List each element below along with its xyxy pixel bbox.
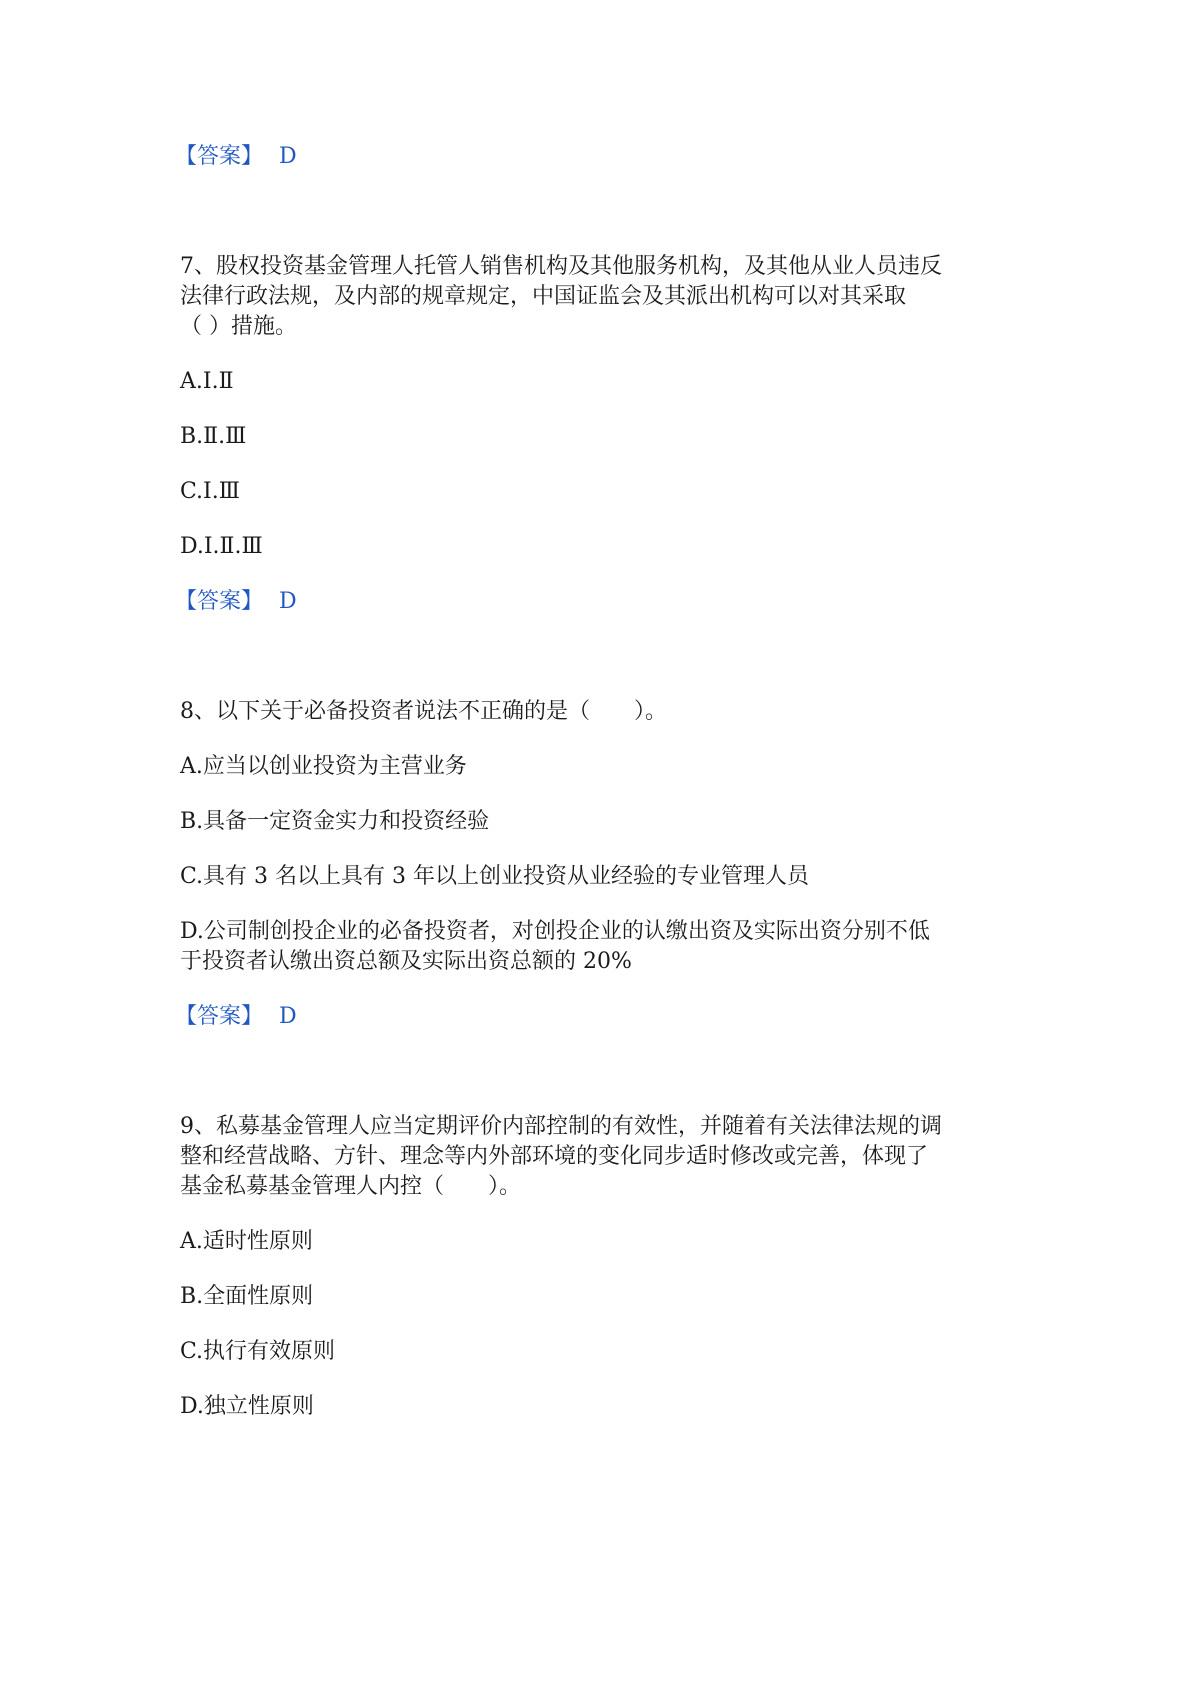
q7-stem-line-1: 7、股权投资基金管理人托管人销售机构及其他服务机构，及其他从业人员违反	[180, 254, 942, 279]
q7-option-b: B.Ⅱ.Ⅲ	[180, 424, 247, 449]
q7-option-d: D.Ⅰ.Ⅱ.Ⅲ	[180, 534, 263, 559]
answer-label: 【答案】	[175, 589, 264, 614]
q8-option-a: A.应当以创业投资为主营业务	[180, 754, 467, 779]
q8-option-d-line-1: D.公司制创投企业的必备投资者，对创投企业的认缴出资及实际出资分别不低	[180, 919, 930, 944]
q7-option-a: A.Ⅰ.Ⅱ	[180, 369, 234, 394]
q9-option-b: B.全面性原则	[180, 1284, 314, 1309]
answer-line	[175, 1002, 297, 1032]
q9-stem-line-2: 整和经营战略、方针、理念等内外部环境的变化同步适时修改或完善，体现了	[180, 1144, 929, 1169]
answer-value: D	[279, 589, 297, 614]
q7-option-c: C.Ⅰ.Ⅲ	[180, 479, 240, 504]
answer-value: D	[279, 1004, 297, 1029]
q9-option-d: D.独立性原则	[180, 1394, 314, 1419]
answer-line	[175, 587, 297, 617]
q7-stem-line-2: 法律行政法规，及内部的规章规定，中国证监会及其派出机构可以对其采取	[180, 284, 907, 309]
q8-option-d-line-2: 于投资者认缴出资总额及实际出资总额的 20%	[180, 949, 632, 974]
answer-value: D	[279, 144, 297, 169]
q9-stem-line-1: 9、私募基金管理人应当定期评价内部控制的有效性，并随着有关法律法规的调	[180, 1114, 942, 1139]
answer-label: 【答案】	[175, 1004, 264, 1029]
q9-option-a: A.适时性原则	[180, 1229, 313, 1254]
answer-line	[175, 142, 297, 172]
q9-stem-line-3: 基金私募基金管理人内控（ ）。	[180, 1174, 522, 1199]
q8-option-c: C.具有 3 名以上具有 3 年以上创业投资从业经验的专业管理人员	[180, 864, 810, 889]
q7-stem-line-3: （ ）措施。	[180, 314, 297, 339]
answer-label: 【答案】	[175, 144, 264, 169]
q8-stem-line-1: 8、以下关于必备投资者说法不正确的是（ ）。	[180, 699, 667, 724]
q8-option-b: B.具备一定资金实力和投资经验	[180, 809, 490, 834]
q9-option-c: C.执行有效原则	[180, 1339, 336, 1364]
